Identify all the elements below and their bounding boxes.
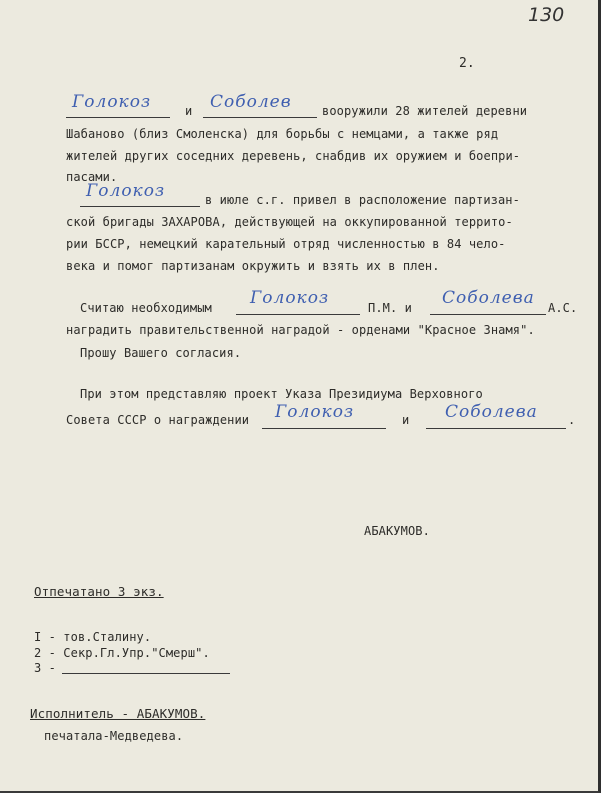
para1-and: и	[185, 104, 193, 118]
fill-in-line	[430, 314, 546, 315]
fill-in-line	[426, 428, 566, 429]
copies-item-1: I - тов.Сталину.	[34, 630, 152, 644]
copies-item-3: 3 -	[34, 661, 56, 675]
page-number: 2.	[459, 56, 475, 71]
para4-line2: Совета СССР о награждении	[66, 413, 250, 427]
handwritten-soboleva-1: Соболева	[442, 288, 535, 308]
fill-in-line	[262, 428, 386, 429]
handwritten-golokoz-gen: Голокоз	[275, 402, 355, 422]
executor-line: Исполнитель - АБАКУМОВ.	[30, 706, 206, 721]
signature: АБАКУМОВ.	[364, 524, 430, 538]
para1-line3: жителей других соседних деревень, снабдив их оружием и боепри-	[66, 149, 521, 163]
para3-initials2: А.С.	[548, 301, 578, 315]
para3-initials1: П.М. и	[368, 301, 412, 315]
archive-page-number: 130	[528, 4, 565, 26]
fill-in-line	[66, 117, 170, 118]
para2-line1: в июле с.г. привел в расположение партизан-	[205, 193, 520, 207]
handwritten-soboleva-2: Соболева	[445, 402, 538, 422]
para1-line1: вооружили 28 жителей деревни	[322, 104, 528, 118]
para2-line3: рии БССР, немецкий карательный отряд численностью в 84 чело-	[66, 237, 506, 251]
handwritten-golokoz-1: Голокоз	[72, 92, 152, 112]
handwritten-golokoz-3: Голокоз	[250, 288, 330, 308]
handwritten-golokoz-2: Голокоз	[86, 181, 166, 201]
typist-line: печатала-Медведева.	[44, 729, 184, 743]
para4-and: и	[402, 413, 410, 427]
para3-start: Считаю необходимым	[80, 301, 212, 315]
para2-line4: века и помог партизанам окружить и взять их в плен.	[66, 259, 440, 273]
fill-in-line	[80, 206, 200, 207]
para3-line2: наградить правительственной наградой - орденами "Красное Знамя".	[66, 323, 535, 337]
fill-in-line	[203, 117, 317, 118]
copies-blank-line	[62, 673, 230, 674]
copies-title: Отпечатано 3 экз.	[34, 584, 164, 599]
para2-line2: ской бригады ЗАХАРОВА, действующей на оккупированной террито-	[66, 215, 513, 229]
para3-line3: Прошу Вашего согласия.	[80, 346, 242, 360]
para1-line4: пасами.	[66, 170, 118, 184]
para4-line1: При этом представляю проект Указа Президиума Верховного	[80, 387, 483, 401]
fill-in-line	[236, 314, 360, 315]
para1-line2: Шабаново (близ Смоленска) для борьбы с немцами, а также ряд	[66, 127, 499, 141]
copies-item-2: 2 - Секр.Гл.Упр."Смерш".	[34, 646, 210, 660]
para4-end: .	[568, 413, 576, 427]
handwritten-sobolev: Соболев	[210, 92, 292, 112]
